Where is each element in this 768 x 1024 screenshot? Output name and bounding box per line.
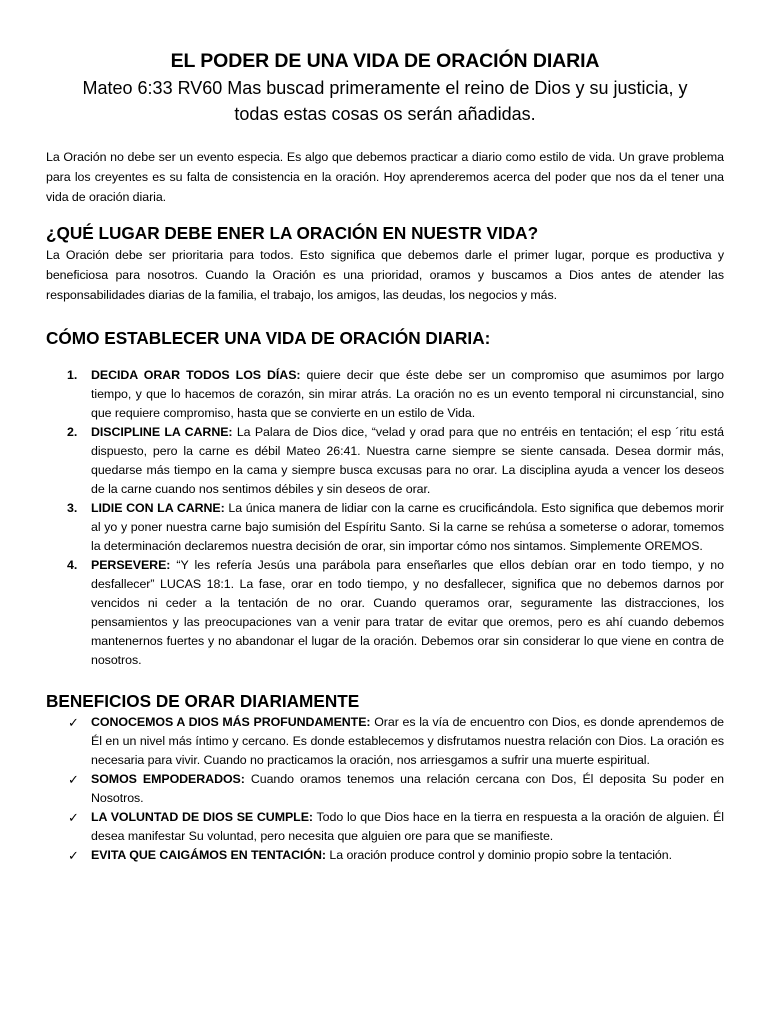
item-lead: LIDIE CON LA CARNE: <box>91 501 225 515</box>
intro-paragraph: La Oración no debe ser un evento especia. Es algo que debemos practicar a diario como estilo de vida. Un grave problema para los creyentes es su falta de consistencia en la oración. Hoy aprenderemos acerca del poder que nos da el tener una vida de oración diaria. <box>46 150 724 204</box>
item-lead: CONOCEMOS A DIOS MÁS PROFUNDAMENTE: <box>91 715 371 729</box>
list-item <box>46 499 724 556</box>
page-title: EL PODER DE UNA VIDA DE ORACIÓN DIARIA <box>170 50 600 72</box>
list-number: 4. <box>67 558 78 572</box>
list-number: 2. <box>67 425 78 439</box>
list-number: 3. <box>67 501 78 515</box>
item-text: Orar es la vía de encuentro con Dios, es donde aprendemos de Él en un nivel más íntimo y cercano. Es donde establecemos y disfrutamos nuestra relación con Dios. La oración es necesaria para vivir. Cuando no practicamos la oración, nos arriesgamos a sufrir una muerte espiritual. <box>91 715 724 767</box>
list-number: 1. <box>67 368 78 382</box>
checkmark-icon: ✓ <box>68 810 79 825</box>
item-text: “Y les refería Jesús una parábola para enseñarles que ellos debían orar en todo tiempo, y no desfallecer” LUCAS 18:1. La fase, orar en todo tiempo, y no desfallecer, significa que no debemos darnos por vencidos ni ceder a la tentación de no orar. Cuando queramos orar, seguramente las distracciones, los pensamientos y las preocupaciones van a venir para tratar de evitar que oremos, pero es ahí cuando debemos mantenernos fuertes y no abandonar el lugar de la oración. Debemos orar sin considerar lo que viene en contra de nosotros. <box>91 558 724 667</box>
item-text: La oración produce control y dominio propio sobre la tentación. <box>325 848 672 862</box>
item-text: Todo lo que Dios hace en la tierra en respuesta a la oración de alguien. Él desea manifestar Su voluntad, pero necesita que alguien ore para que se manifieste. <box>91 810 724 843</box>
checkmark-icon: ✓ <box>68 715 79 730</box>
checkmark-icon: ✓ <box>68 848 79 863</box>
list-item <box>46 423 724 499</box>
list-item <box>46 713 724 770</box>
list-item <box>46 556 724 670</box>
benefits-list <box>46 713 724 865</box>
item-lead: SOMOS EMPODERADOS: <box>91 772 245 786</box>
list-item <box>46 808 724 846</box>
list-item <box>46 770 724 808</box>
item-text: quiere decir que éste debe ser un compromiso que asumimos por largo tiempo, y que lo hacemos de corazón, sin mirar atrás. La oración no es un evento temporal ni circunstancial, sino que requiere compromiso, hasta que se convierte en un estilo de Vida. <box>91 368 724 420</box>
item-lead: DECIDA ORAR TODOS LOS DÍAS: <box>91 368 301 382</box>
item-text: La Palara de Dios dice, “velad y orad para que no entréis en tentación; el esp ´ritu está dispuesto, pero la carne es débil Mateo 26:41. Nuestra carne siempre se siente cansada. Desea dormir más, quedarse más tiempo en la cama y siempre busca excusas para no orar. La disciplina ayuda a vencer los deseos de la carne cuando nos sentimos débiles y sin deseos de orar. <box>91 425 724 496</box>
section-heading-establish-prayer: CÓMO ESTABLECER UNA VIDA DE ORACIÓN DIARIA: <box>46 328 491 348</box>
item-lead: PERSEVERE: <box>91 558 171 572</box>
section-heading-benefits: BENEFICIOS DE ORAR DIARIAMENTE <box>46 691 360 711</box>
section-heading-place-of-prayer: ¿QUÉ LUGAR DEBE ENER LA ORACIÓN EN NUESTR VIDA? <box>46 223 539 243</box>
bible-verse: Mateo 6:33 RV60 Mas buscad primeramente el reino de Dios y su justicia, y todas estas cosas os serán añadidas. <box>82 78 688 124</box>
item-text: La única manera de lidiar con la carne es crucificándola. Esto significa que debemos morir al yo y poner nuestra carne bajo sumisión del Espíritu Santo. Si la carne se rehúsa a someterse o adorar, tomemos la determinación declaremos nuestra decisión de orar, sin importar cómo nos sintamos. Simplemente OREMOS. <box>91 501 724 553</box>
checkmark-icon: ✓ <box>68 772 79 787</box>
section-paragraph-place-of-prayer: La Oración debe ser prioritaria para todos. Esto significa que debemos darle el primer lugar, porque es productiva y beneficiosa para nosotros. Cuando la Oración es una prioridad, oramos y buscamos a Dios antes de atender las responsabilidades diarias de la familia, el trabajo, los amigos, las deudas, los negocios y más. <box>46 248 724 302</box>
item-lead: LA VOLUNTAD DE DIOS SE CUMPLE: <box>91 810 313 824</box>
list-item <box>46 366 724 423</box>
steps-list <box>46 366 724 670</box>
list-item <box>46 846 724 865</box>
item-lead: DISCIPLINE LA CARNE: <box>91 425 233 439</box>
item-text: Cuando oramos tenemos una relación cercana con Dos, Él deposita Su poder en Nosotros. <box>91 772 724 805</box>
item-lead: EVITA QUE CAIGÁMOS EN TENTACIÓN: <box>91 848 326 862</box>
